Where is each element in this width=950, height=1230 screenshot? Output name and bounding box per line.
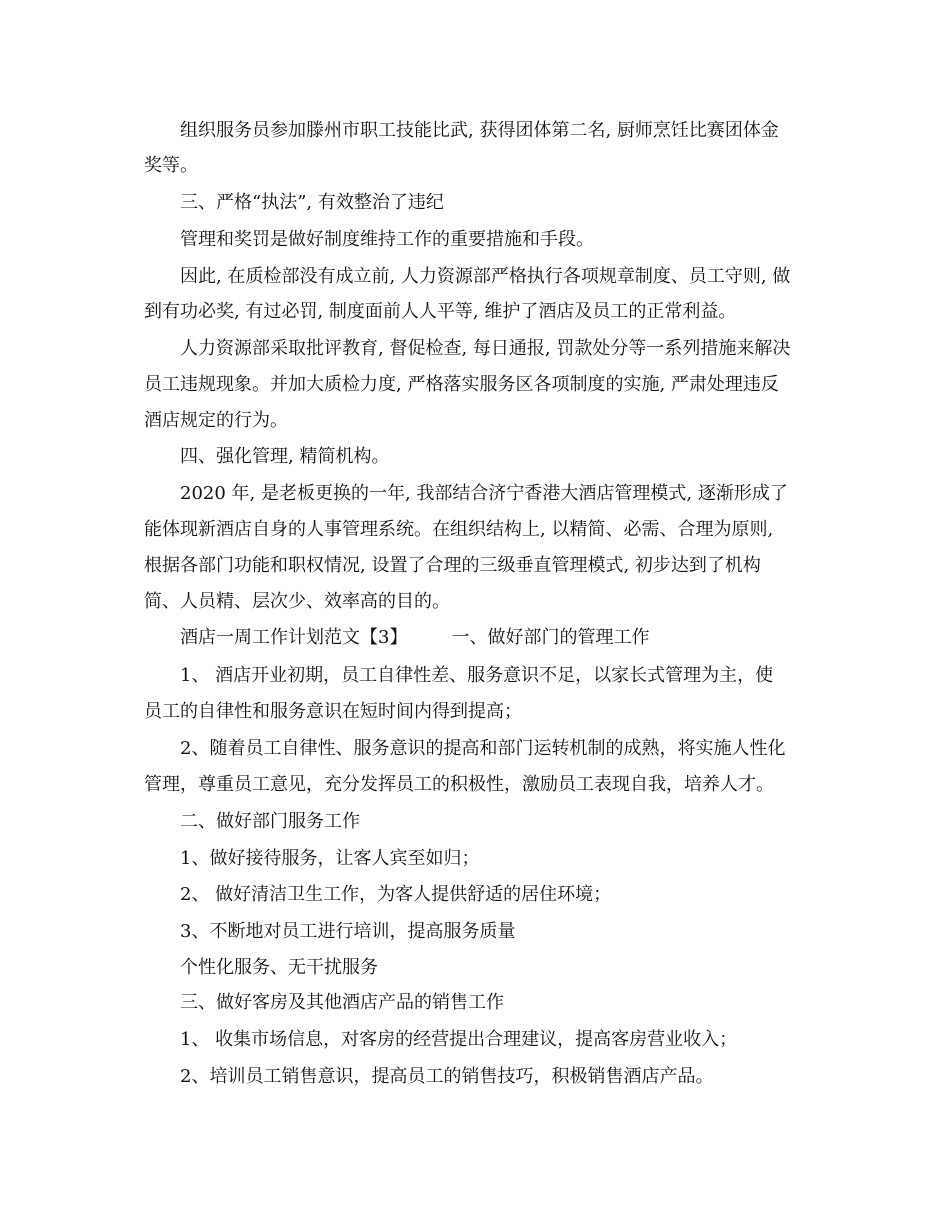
section-heading: 三、做好客房及其他酒店产品的销售工作 bbox=[180, 992, 504, 1013]
paragraph-line: 管理，尊重员工意见，充分发挥员工的积极性，激励员工表现自我，培养人才。 bbox=[144, 774, 774, 795]
paragraph-line: 因此, 在质检部没有成立前, 人力资源部严格执行各项规章制度、员工守则, 做 bbox=[180, 266, 791, 287]
paragraph-line: 管理和奖罚是做好制度维持工作的重要措施和手段。 bbox=[180, 229, 594, 250]
section-heading: 四、强化管理, 精简机构。 bbox=[180, 446, 390, 467]
paragraph-line: 简、人员精、层次少、效率高的目的。 bbox=[144, 591, 450, 612]
paragraph-line: 个性化服务、无干扰服务 bbox=[180, 957, 378, 978]
section-heading: 二、做好部门服务工作 bbox=[180, 811, 360, 832]
article-title: 酒店一周工作计划范文【3】 bbox=[180, 627, 408, 648]
section-heading bbox=[180, 626, 649, 650]
paragraph-line: 酒店规定的行为。 bbox=[144, 410, 288, 431]
paragraph-line: 奖等。 bbox=[144, 155, 198, 176]
section-heading: 三、严格“执法”, 有效整治了违纪 bbox=[180, 192, 444, 213]
paragraph-line: 能体现新酒店自身的人事管理系统。在组织结构上, 以精简、必需、合理为原则, bbox=[144, 519, 774, 540]
paragraph-line: 根据各部门功能和职权情况, 设置了合理的三级垂直管理模式, 初步达到了机构 bbox=[144, 555, 761, 576]
paragraph-line: 1、做好接待服务，让客人宾至如归； bbox=[180, 848, 480, 869]
paragraph-line: 2、 做好清洁卫生工作，为客人提供舒适的居住环境； bbox=[180, 884, 612, 905]
paragraph-line: 员工的自律性和服务意识在短时间内得到提高； bbox=[144, 701, 522, 722]
paragraph-line: 1、 收集市场信息，对客房的经营提出合理建议，提高客房营业收入； bbox=[180, 1029, 738, 1050]
paragraph-line: 2、培训员工销售意识，提高员工的销售技巧，积极销售酒店产品。 bbox=[180, 1066, 714, 1087]
paragraph-line: 到有功必奖, 有过必罚, 制度面前人人平等, 维护了酒店及员工的正常利益。 bbox=[144, 301, 737, 322]
paragraph-line: 2020 年, 是老板更换的一年, 我部结合济宁香港大酒店管理模式, 逐渐形成了 bbox=[180, 483, 788, 504]
paragraph-line: 2、随着员工自律性、服务意识的提高和部门运转机制的成熟，将实施人性化 bbox=[180, 738, 786, 759]
paragraph-line: 3、不断地对员工进行培训，提高服务质量 bbox=[180, 921, 516, 942]
subsection-heading: 一、做好部门的管理工作 bbox=[451, 627, 650, 648]
paragraph-line: 1、 酒店开业初期，员工自律性差、服务意识不足，以家长式管理为主，使 bbox=[180, 665, 774, 686]
paragraph-line: 人力资源部采取批评教育, 督促检查, 每日通报, 罚款处分等一系列措施来解决 bbox=[180, 338, 791, 359]
paragraph-line: 员工违规现象。并加大质检力度, 严格落实服务区各项制度的实施, 严肃处理违反 bbox=[144, 374, 779, 395]
paragraph-line: 组织服务员参加滕州市职工技能比武, 获得团体第二名, 厨师烹饪比赛团体金 bbox=[180, 120, 779, 141]
